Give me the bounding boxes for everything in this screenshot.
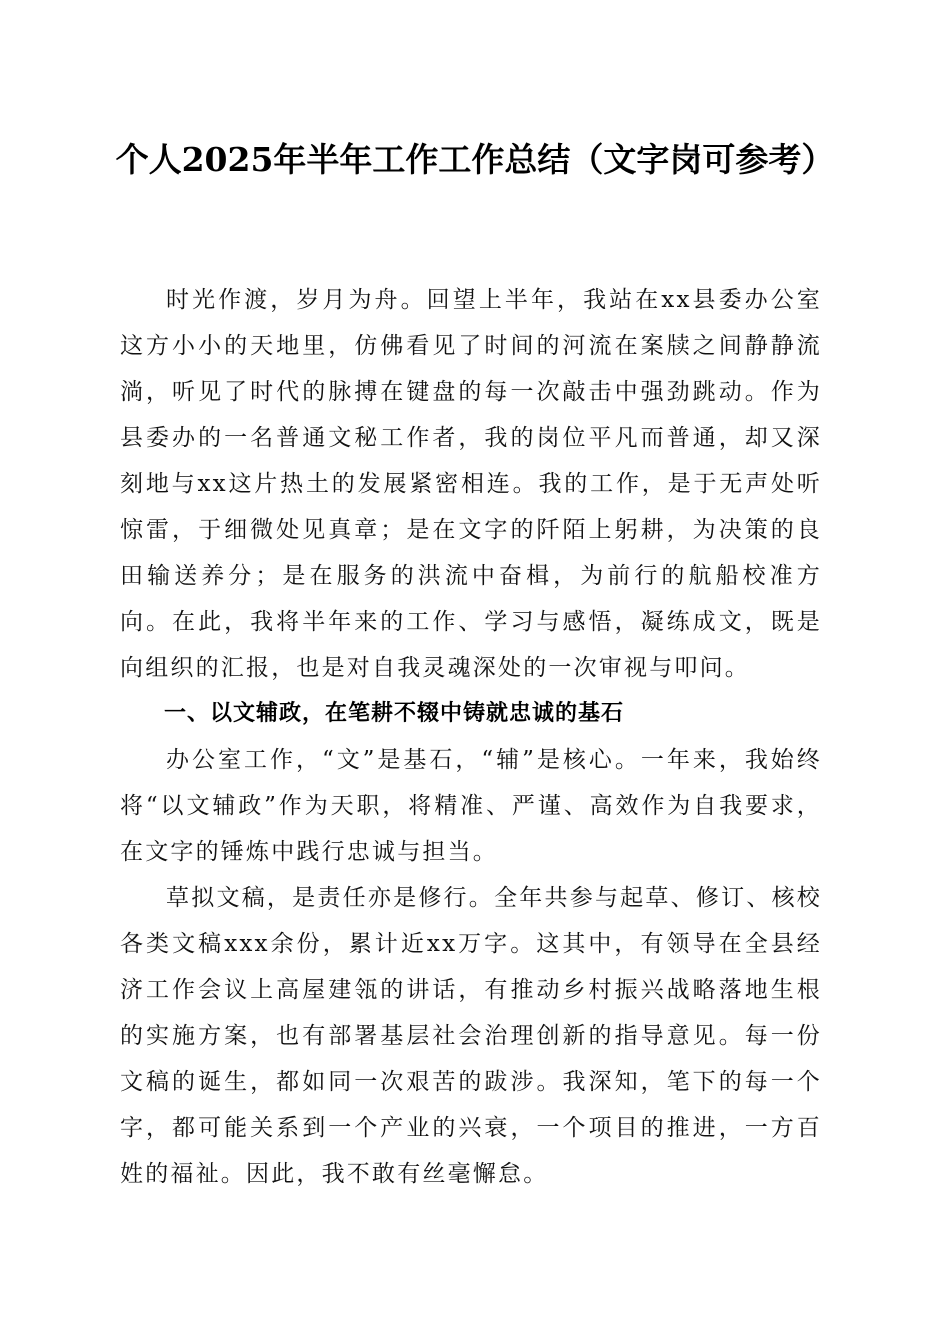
section-heading: 一、以文辅政，在笔耕不辍中铸就忠诚的基石: [164, 701, 625, 726]
section-paragraph-2: 草拟文稿，是责任亦是修行。全年共参与起草、修订、核校各类文稿xxx余份，累计近xx万字。这其中，有领导在全县经济工作会议上高屋建瓴的讲话，有推动乡村振兴战略落地生根的实施方案，也有部署基层社会治理创新的指导意见。每一份文稿的诞生，都如同一次艰苦的跋涉。我深知，笔下的每一个字，都可能关系到一个产业的兴衰，一个项目的推进，一方百姓的福祉。因此，我不敢有丝毫懈怠。: [120, 885, 822, 1187]
document-body: [120, 277, 822, 1197]
intro-paragraph: 时光作渡，岁月为舟。回望上半年，我站在xx县委办公室这方小小的天地里，仿佛看见了时间的河流在案牍之间静静流淌，听见了时代的脉搏在键盘的每一次敲击中强劲跳动。作为县委办的一名普通文秘工作者，我的岗位平凡而普通，却又深刻地与xx这片热土的发展紧密相连。我的工作，是于无声处听惊雷，于细微处见真章；是在文字的阡陌上躬耕，为决策的良田输送养分；是在服务的洪流中奋楫，为前行的航船校准方向。在此，我将半年来的工作、学习与感悟，凝练成文，既是向组织的汇报，也是对自我灵魂深处的一次审视与叩问。: [120, 287, 822, 681]
section-paragraph-1: 办公室工作，“文”是基石，“辅”是核心。一年来，我始终将“以文辅政”作为天职，将精准、严谨、高效作为自我要求，在文字的锤炼中践行忠诚与担当。: [120, 747, 822, 865]
document-title: 个人2025年半年工作工作总结（文字岗可参考）: [115, 140, 835, 179]
